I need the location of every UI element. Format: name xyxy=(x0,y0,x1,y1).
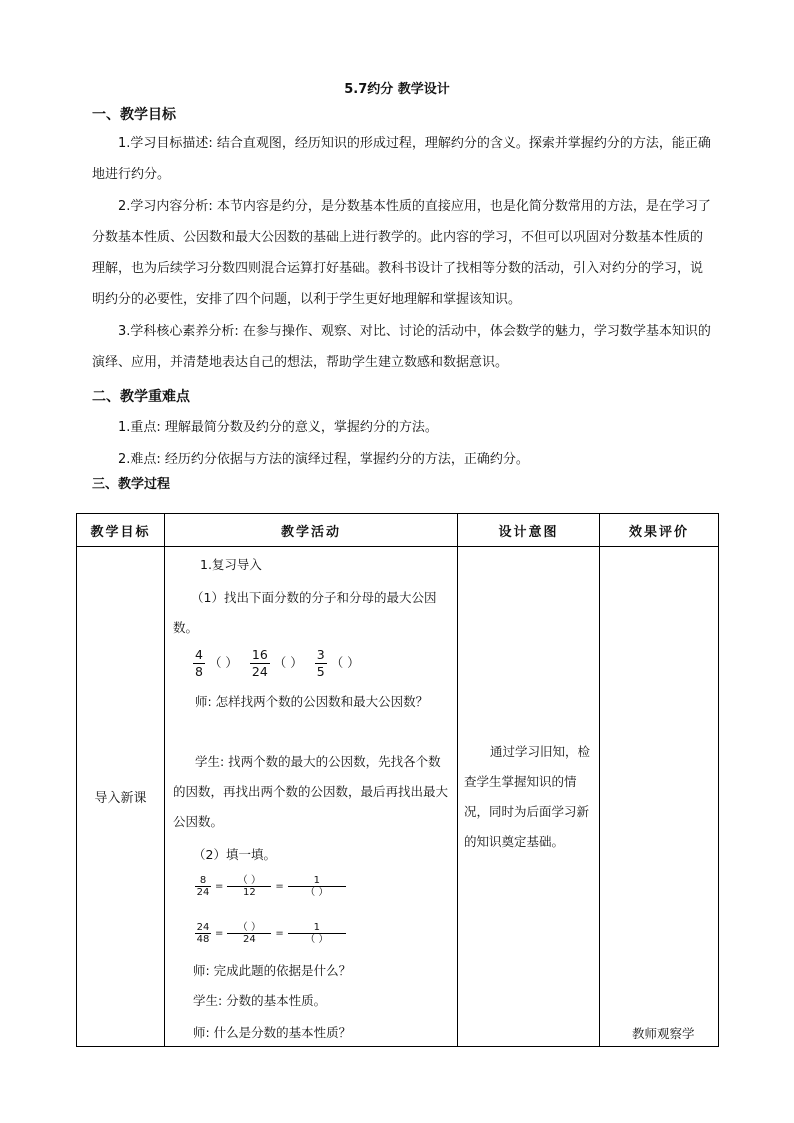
fraction-16-24: $\frac{16}{24}$ xyxy=(251,647,268,679)
fraction-3-5: $\frac{3}{5}$ xyxy=(316,647,325,679)
evaluation-text: 教师观察学 xyxy=(632,1026,695,1041)
fraction-4-8: $\frac{4}{8}$ xyxy=(195,647,203,679)
teacher-question-1: 师: 怎样找两个数的公因数和最大公因数？ xyxy=(195,694,429,709)
goal-text: 导入新课 xyxy=(94,791,147,806)
page-title: 5.7约分 教学设计 xyxy=(344,82,450,97)
section-heading-goals: 一、教学目标 xyxy=(92,107,176,123)
blank-1: （ ） xyxy=(208,655,238,670)
goal-cell xyxy=(77,547,165,1047)
paragraph-goal-description: 1.学习目标描述: 结合直观图，经历知识的形成过程，理解约分的含义。探索并掌握约分的方法，能正确地进行约分。 xyxy=(92,136,711,182)
header-goal: 教学目标 xyxy=(77,514,165,547)
equation-1: $\frac{8}{24}$ = （ ） 12 = 1 （ ） xyxy=(195,875,365,898)
key-point-item: 1.重点: 理解最简分数及约分的意义，掌握约分的方法。 xyxy=(118,420,438,435)
header-evaluation: 效果评价 xyxy=(600,514,719,547)
header-activity: 教学活动 xyxy=(165,514,458,547)
step-title: 1.复习导入 xyxy=(200,557,262,572)
section-heading-key-points: 二、教学重难点 xyxy=(92,389,190,405)
blank-3: （ ） xyxy=(330,655,360,670)
intent-cell xyxy=(458,547,600,1047)
teacher-question-2: 师: 完成此题的依据是什么？ xyxy=(193,963,352,978)
fraction-row xyxy=(193,647,393,680)
student-answer-2: 学生: 分数的基本性质。 xyxy=(193,993,327,1008)
difficult-point-item: 2.难点: 经历约分依据与方法的演绎过程，掌握约分的方法，正确约分。 xyxy=(118,452,529,467)
header-intent: 设计意图 xyxy=(458,514,600,547)
student-answer-1: 学生: 找两个数的最大的公因数，先找各个数的因数，再找出两个数的公因数，最后再找出最大公因数。 xyxy=(173,754,449,829)
intent-text: 通过学习旧知，检查学生掌握知识的情况，同时为后面学习新的知识奠定基础。 xyxy=(464,743,591,849)
activity-cell xyxy=(165,547,458,1047)
equation-2: $\frac{24}{48}$ = （ ） 24 = 1 （ ） xyxy=(195,922,365,945)
lesson-table xyxy=(76,513,719,1047)
evaluation-cell xyxy=(600,547,719,1047)
section-heading-process: 三、教学过程 xyxy=(92,477,171,492)
paragraph-core-literacy: 3.学科核心素养分析: 在参与操作、观察、对比、讨论的活动中，体会数学的魅力，学习数学基本知识的演绎、应用，并清楚地表达自己的想法，帮助学生建立数感和数据意识。 xyxy=(92,324,711,370)
question-1: （1）找出下面分数的分子和分母的最大公因数。 xyxy=(173,590,437,635)
paragraph-content-analysis: 2.学习内容分析: 本节内容是约分，是分数基本性质的直接应用，也是化简分数常用的方法，是在学习了分数基本性质、公因数和最大公因数的基础上进行教学的。此内容的学习，不但可以巩固对分数基本性质的理解，也为后续学习分数四则混合运算打好基础。教科书设计了找相等分数的活动，引入对约分的学习，说明约分的必要性，安排了四个问题，以利于学生更好地理解和掌握该知识。 xyxy=(92,199,711,307)
teacher-question-3: 师: 什么是分数的基本性质？ xyxy=(193,1025,352,1040)
blank-2: （ ） xyxy=(273,655,303,670)
question-2: （2）填一填。 xyxy=(193,847,276,862)
